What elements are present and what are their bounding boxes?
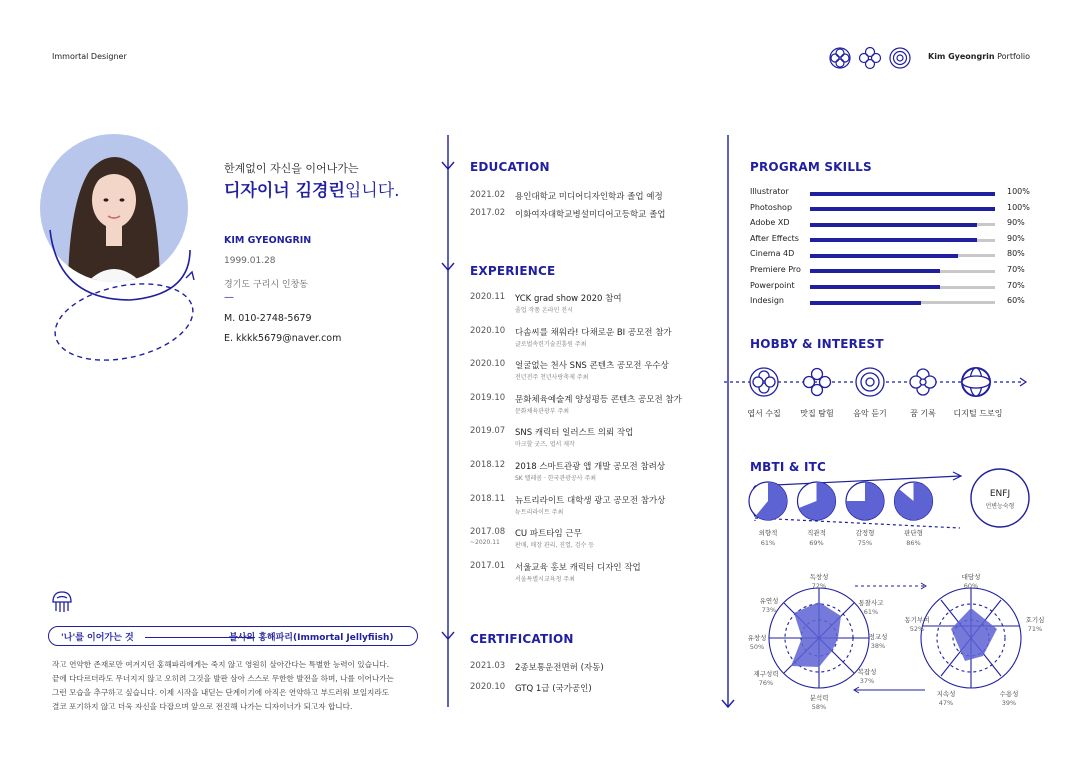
education-date: 2021.02 [470,190,506,200]
itc-label: 유연성 73% [759,597,779,614]
certification-list [470,661,710,703]
skill-row [750,249,1040,265]
skills-heading: PROGRAM SKILLS [750,160,872,174]
experience-date: 2019.07 [470,426,506,437]
experience-item [470,393,720,427]
skill-percent: 100% [1007,202,1030,212]
mbti-trait-name: 외향적 [758,529,778,537]
experience-text: YCK grad show 2020 참여 [515,294,622,304]
itc-label: 독창성 72% [809,573,829,590]
jellyfish-pill-right: 불사의 홍해파리(Immortal Jellyfiish) [229,633,394,643]
hobby-label: 꿈 기록 [910,409,936,418]
hobby-label: 디지털 드로잉 [953,409,1003,418]
hobby-heading: HOBBY & INTEREST [750,337,884,351]
skill-name: Powerpoint [750,280,795,290]
skill-row [750,187,1040,203]
skill-name: After Effects [750,233,799,243]
jellyfish-text [52,658,422,714]
skill-bar-fill [810,223,977,227]
certification-item [470,661,710,682]
right-timeline [718,135,738,710]
profile-photo [40,130,220,390]
certification-date: 2020.10 [470,682,506,692]
certification-item [470,682,710,703]
profile-phone: M. 010-2748-5679 [224,313,312,324]
hobby-row [724,364,1034,404]
education-list [470,190,710,226]
skill-percent: 70% [1007,280,1025,290]
experience-text: 서울교육 홍보 캐릭터 디자인 작업 [515,562,641,573]
jellyfish-line: 작고 연약한 존재로만 여겨지던 홍해파리에게는 죽지 않고 영원히 살아간다는 특별한 능력이 있습니다. [52,660,390,669]
skill-name: Adobe XD [750,218,790,228]
experience-item [470,359,720,393]
jellyfish-line: 그런 모습을 추구하고 싶습니다. 이제 시작을 내딛는 단계이기에 아직은 연약하고 부드러워 보일지라도 [52,688,390,697]
skill-percent: 100% [1007,187,1030,196]
certification-text: 2종보통운전면허 (자동) [515,663,604,673]
hobby-labels [724,408,1034,422]
experience-text: 얼굴없는 천사 SNS 콘텐츠 공모전 우수상 [515,361,669,372]
experience-date: 2017.01 [470,560,506,571]
experience-date: 2017.08 [470,527,506,538]
experience-sub: 마크할 굿즈, 엽서 제작 [515,441,575,449]
skill-row [750,218,1040,234]
skill-percent: 90% [1007,218,1025,228]
experience-item [470,561,720,595]
experience-sub: 서울특별시교육청 주최 [515,575,575,583]
mbti-trait-value: 75% [857,539,873,547]
middle-timeline [438,135,458,710]
experience-date-end: ~2020.11 [470,539,500,547]
mbti-labels [745,528,965,554]
itc-label: 수용성 39% [999,690,1019,707]
experience-text: 다솜씨를 채워라! 다채로운 BI 공모전 참가 [515,327,672,338]
mbti-trait-name: 직관적 [807,529,826,537]
skill-percent: 90% [1007,233,1025,243]
itc-label: 통찰사고 61% [858,599,884,616]
experience-date: 2018.12 [470,459,506,470]
experience-date: 2020.10 [470,325,506,336]
skill-row [750,265,1040,281]
experience-sub: 판매, 매장 관리, 진열, 검수 등 [515,542,595,550]
header-right-label: Kim Gyeongrin Portfolio [928,52,1031,61]
mbti-trait-name: 감정형 [855,529,875,537]
jellyfish-icon [50,590,74,614]
experience-sub: 글로벌속련기술진흥원 주최 [515,340,587,348]
experience-sub: 졸업 작품 온라인 전시 [515,307,573,314]
header-flower-icons [826,44,916,72]
jellyfish-line: 결코 포기하지 않고 더욱 자신을 다잡으며 앞으로 전진해 나가는 디자이너가 되고자 합니다. [52,702,353,711]
experience-item [470,426,720,460]
experience-heading: EXPERIENCE [470,264,556,278]
experience-item [470,494,720,528]
hobby-label: 음악 듣기 [853,409,887,418]
jellyfish-line: 끝에 다다르더라도 무너지지 않고 오히려 그것을 발판 삼아 스스로 무한한 발전을 하며, 나를 이어나가는 [52,674,394,683]
itc-label: 복잡성 37% [857,668,877,685]
itc-label: 호기심 71% [1025,616,1045,633]
experience-text: 2018 스마트관광 앱 개발 공모전 참려상 [515,461,666,472]
education-item [470,208,710,226]
mbti-trait-value: 86% [906,539,921,547]
skill-bar-fill [810,285,940,289]
hobby-label: 맛집 탐험 [800,409,834,418]
certification-heading: CERTIFICATION [470,632,574,646]
education-text: 이화여자대학교병설미디어고등학교 졸업 [515,210,666,220]
certification-date: 2021.03 [470,661,506,671]
experience-item [470,292,720,326]
mbti-type-sub: 언변능숙형 [985,503,1015,510]
experience-text: 문화체육예술계 양성평등 콘텐츠 공모전 참가 [515,394,682,405]
skill-name: Indesign [750,296,784,306]
experience-text: CU 파트타임 근무 [515,529,582,540]
jellyfish-pill [48,626,418,646]
itc-label: 지속성 47% [936,690,956,707]
skill-name: Photoshop [750,202,793,212]
skill-bar-fill [810,238,977,242]
mbti-trait-label [845,528,885,548]
itc-label: 유창성 50% [747,634,767,651]
education-text: 용인대학교 미디어디자인학과 졸업 예정 [515,192,663,202]
mbti-type: ENFJ [989,489,1011,499]
skill-name: Cinema 4D [750,249,795,259]
experience-item [470,326,720,360]
education-item [470,190,710,208]
itc-label: 정교성 38% [868,633,888,650]
skill-bar-fill [810,301,921,305]
skill-percent: 60% [1007,296,1025,306]
experience-sub: SK 텔레콤 · 한국관광공사 주최 [515,474,597,482]
jellyfish-pill-left: '나'를 이어가는 것 [61,633,134,643]
hobby-label: 엽서 수집 [747,409,781,418]
profile-headline: 디자이너 김경린입니다. [224,181,400,201]
education-heading: EDUCATION [470,160,550,174]
profile-name-en: KIM GYEONGRIN [224,235,312,246]
profile-tagline: 한계없이 자신을 이어나가는 [224,162,359,175]
itc-label: 대담성 60% [961,573,981,590]
profile-birth: 1999.01.28 [224,256,276,266]
dream-flower-icon [910,369,936,395]
music-circle-icon [856,368,884,396]
mbti-trait-value: 61% [760,539,776,547]
skills-list [750,187,1040,312]
itc-right-labels [895,566,1055,714]
postcard-flower-icon [750,368,778,396]
experience-item [470,460,720,494]
skill-bar-fill [810,207,995,211]
itc-label: 재구성력 76% [753,670,779,687]
skill-name: Illustrator [750,187,789,196]
header-left-label: Immortal Designer [52,52,127,61]
mbti-heading: MBTI & ITC [750,460,827,474]
education-date: 2017.02 [470,208,506,218]
experience-date: 2018.11 [470,493,506,504]
profile-address: 경기도 구리시 인창동 [224,280,308,290]
profile-email: E. kkkk5679@naver.com [224,333,342,344]
mbti-trait-name: 판단형 [904,529,923,537]
skill-bar-fill [810,254,958,258]
skill-row [750,203,1040,219]
skill-percent: 80% [1007,249,1025,259]
skill-bar-fill [810,192,995,196]
itc-left-labels [745,566,895,714]
skill-row [750,281,1040,297]
mbti-trait-label [894,528,934,548]
experience-date: 2019.10 [470,392,506,403]
skill-percent: 70% [1007,264,1025,274]
mbti-trait-label [797,528,837,548]
experience-item [470,527,720,561]
profile-dash: — [224,292,234,303]
skill-row [750,296,1040,312]
mbti-trait-value: 69% [809,539,824,547]
skill-bar-fill [810,269,940,273]
experience-date: 2020.11 [470,292,506,302]
skill-row [750,234,1040,250]
itc-label: 분석력 58% [809,694,829,711]
experience-sub: 문화체육관광부 주최 [515,407,570,415]
experience-text: 뉴트리라이트 대학생 광고 공모전 참가상 [515,495,666,506]
itc-label: 동기부여 52% [904,616,930,633]
experience-list [470,292,720,594]
experience-sub: 뉴트리라이트 주최 [515,508,564,516]
experience-date: 2020.10 [470,359,506,370]
experience-text: SNS 캐릭터 일러스트 의뢰 작업 [515,428,634,439]
skill-name: Premiere Pro [750,264,801,274]
drawing-globe-icon [962,368,990,396]
experience-sub: 전년전주 천년사랑축제 주최 [515,374,589,382]
certification-text: GTQ 1급 (국가공인) [515,684,592,694]
mbti-trait-label [748,528,788,548]
